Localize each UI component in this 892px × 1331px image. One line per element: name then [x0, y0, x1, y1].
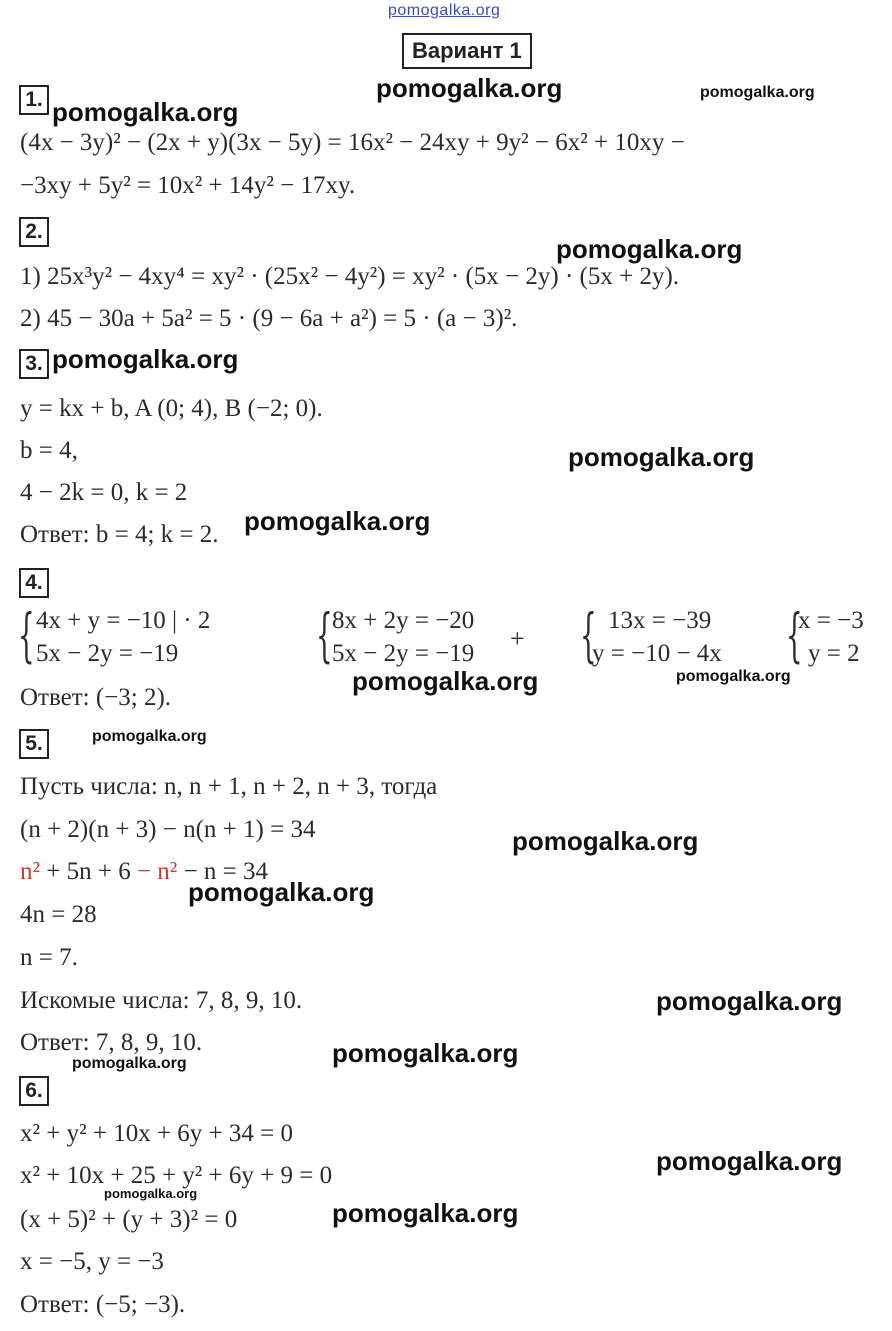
brace-icon: { [18, 601, 35, 669]
p5-line-1: Пусть числа: n, n + 1, n + 2, n + 3, тогда [20, 773, 438, 800]
watermark: pomogalka.org [700, 84, 815, 101]
watermark: pomogalka.org [104, 1186, 198, 1201]
watermark: pomogalka.org [92, 728, 207, 745]
p5-line-5: n = 7. [20, 944, 78, 971]
system4-eq2: y = 2 [808, 640, 860, 667]
p3-line-1: y = kx + b, A (0; 4), B (−2; 0). [20, 395, 323, 422]
watermark: pomogalka.org [244, 506, 431, 536]
watermark: pomogalka.org [568, 442, 755, 472]
watermark: pomogalka.org [52, 97, 239, 127]
p1-line-1: (4x − 3y)² − (2x + y)(3x − 5y) = 16x² − 24xy + 9y² − 6x² + 10xy − [20, 129, 685, 156]
p1-line-2: −3xy + 5y² = 10x² + 14y² − 17xy. [20, 172, 356, 199]
p5-answer: Ответ: 7, 8, 9, 10. [20, 1029, 203, 1056]
p6-line-2: x² + 10x + 25 + y² + 6y + 9 = 0 [20, 1162, 333, 1189]
watermark: pomogalka.org [556, 234, 743, 264]
system1-eq1: 4x + y = −10 | · 2 [36, 607, 211, 634]
watermark: pomogalka.org [376, 73, 563, 103]
watermark: pomogalka.org [72, 1055, 187, 1072]
plus-sign: + [510, 624, 525, 653]
watermark: pomogalka.org [332, 1198, 519, 1228]
p6-line-4: x = −5, y = −3 [20, 1248, 164, 1275]
p4-answer: Ответ: (−3; 2). [20, 684, 172, 711]
watermark: pomogalka.org [676, 668, 791, 685]
problem-number-2: 2. [19, 217, 49, 247]
p2-line-2: 2) 45 − 30a + 5a² = 5 · (9 − 6a + a²) = 5 · (a − 3)². [20, 305, 518, 332]
brace-icon: { [580, 601, 597, 669]
system1-eq2: 5x − 2y = −19 [36, 640, 179, 667]
system2-eq1: 8x + 2y = −20 [332, 607, 475, 634]
watermark: pomogalka.org [656, 986, 843, 1016]
system4-eq1: x = −3 [798, 607, 864, 634]
p6-line-1: x² + y² + 10x + 6y + 34 = 0 [20, 1120, 293, 1147]
cancelled-term: − n² [136, 858, 178, 885]
p5-line-3: n² + 5n + 6 − n² − n = 34 [20, 858, 269, 885]
system2-eq2: 5x − 2y = −19 [332, 640, 475, 667]
problem-number-6: 6. [19, 1076, 49, 1106]
p6-line-3: (x + 5)² + (y + 3)² = 0 [20, 1206, 238, 1233]
problem-number-3: 3. [19, 349, 49, 379]
p2-line-1: 1) 25x³y² − 4xy⁴ = xy² · (25x² − 4y²) = xy² · (5x − 2y) · (5x + 2y). [20, 263, 680, 290]
p6-answer: Ответ: (−5; −3). [20, 1291, 186, 1318]
watermark: pomogalka.org [656, 1146, 843, 1176]
p3-line-3: 4 − 2k = 0, k = 2 [20, 479, 188, 506]
p5-line-6: Искомые числа: 7, 8, 9, 10. [20, 987, 303, 1014]
page-title: Вариант 1 [402, 33, 532, 69]
watermark: pomogalka.org [352, 666, 539, 696]
p5-line-2: (n + 2)(n + 3) − n(n + 1) = 34 [20, 816, 316, 843]
system3-eq2: y = −10 − 4x [592, 640, 722, 667]
cancelled-term: n² [20, 858, 40, 885]
brace-icon: { [316, 601, 333, 669]
problem-number-1: 1. [19, 85, 49, 115]
watermark-top[interactable]: pomogalka.org [388, 2, 501, 19]
p3-answer: Ответ: b = 4; k = 2. [20, 521, 219, 548]
watermark: pomogalka.org [52, 344, 239, 374]
brace-icon: { [786, 601, 803, 669]
system3-eq1: 13x = −39 [608, 607, 712, 634]
watermark: pomogalka.org [188, 877, 375, 907]
watermark: pomogalka.org [512, 826, 699, 856]
watermark: pomogalka.org [332, 1038, 519, 1068]
p5-line-4: 4n = 28 [20, 901, 97, 928]
p3-line-2: b = 4, [20, 437, 78, 464]
problem-number-5: 5. [19, 729, 49, 759]
problem-number-4: 4. [19, 568, 49, 598]
